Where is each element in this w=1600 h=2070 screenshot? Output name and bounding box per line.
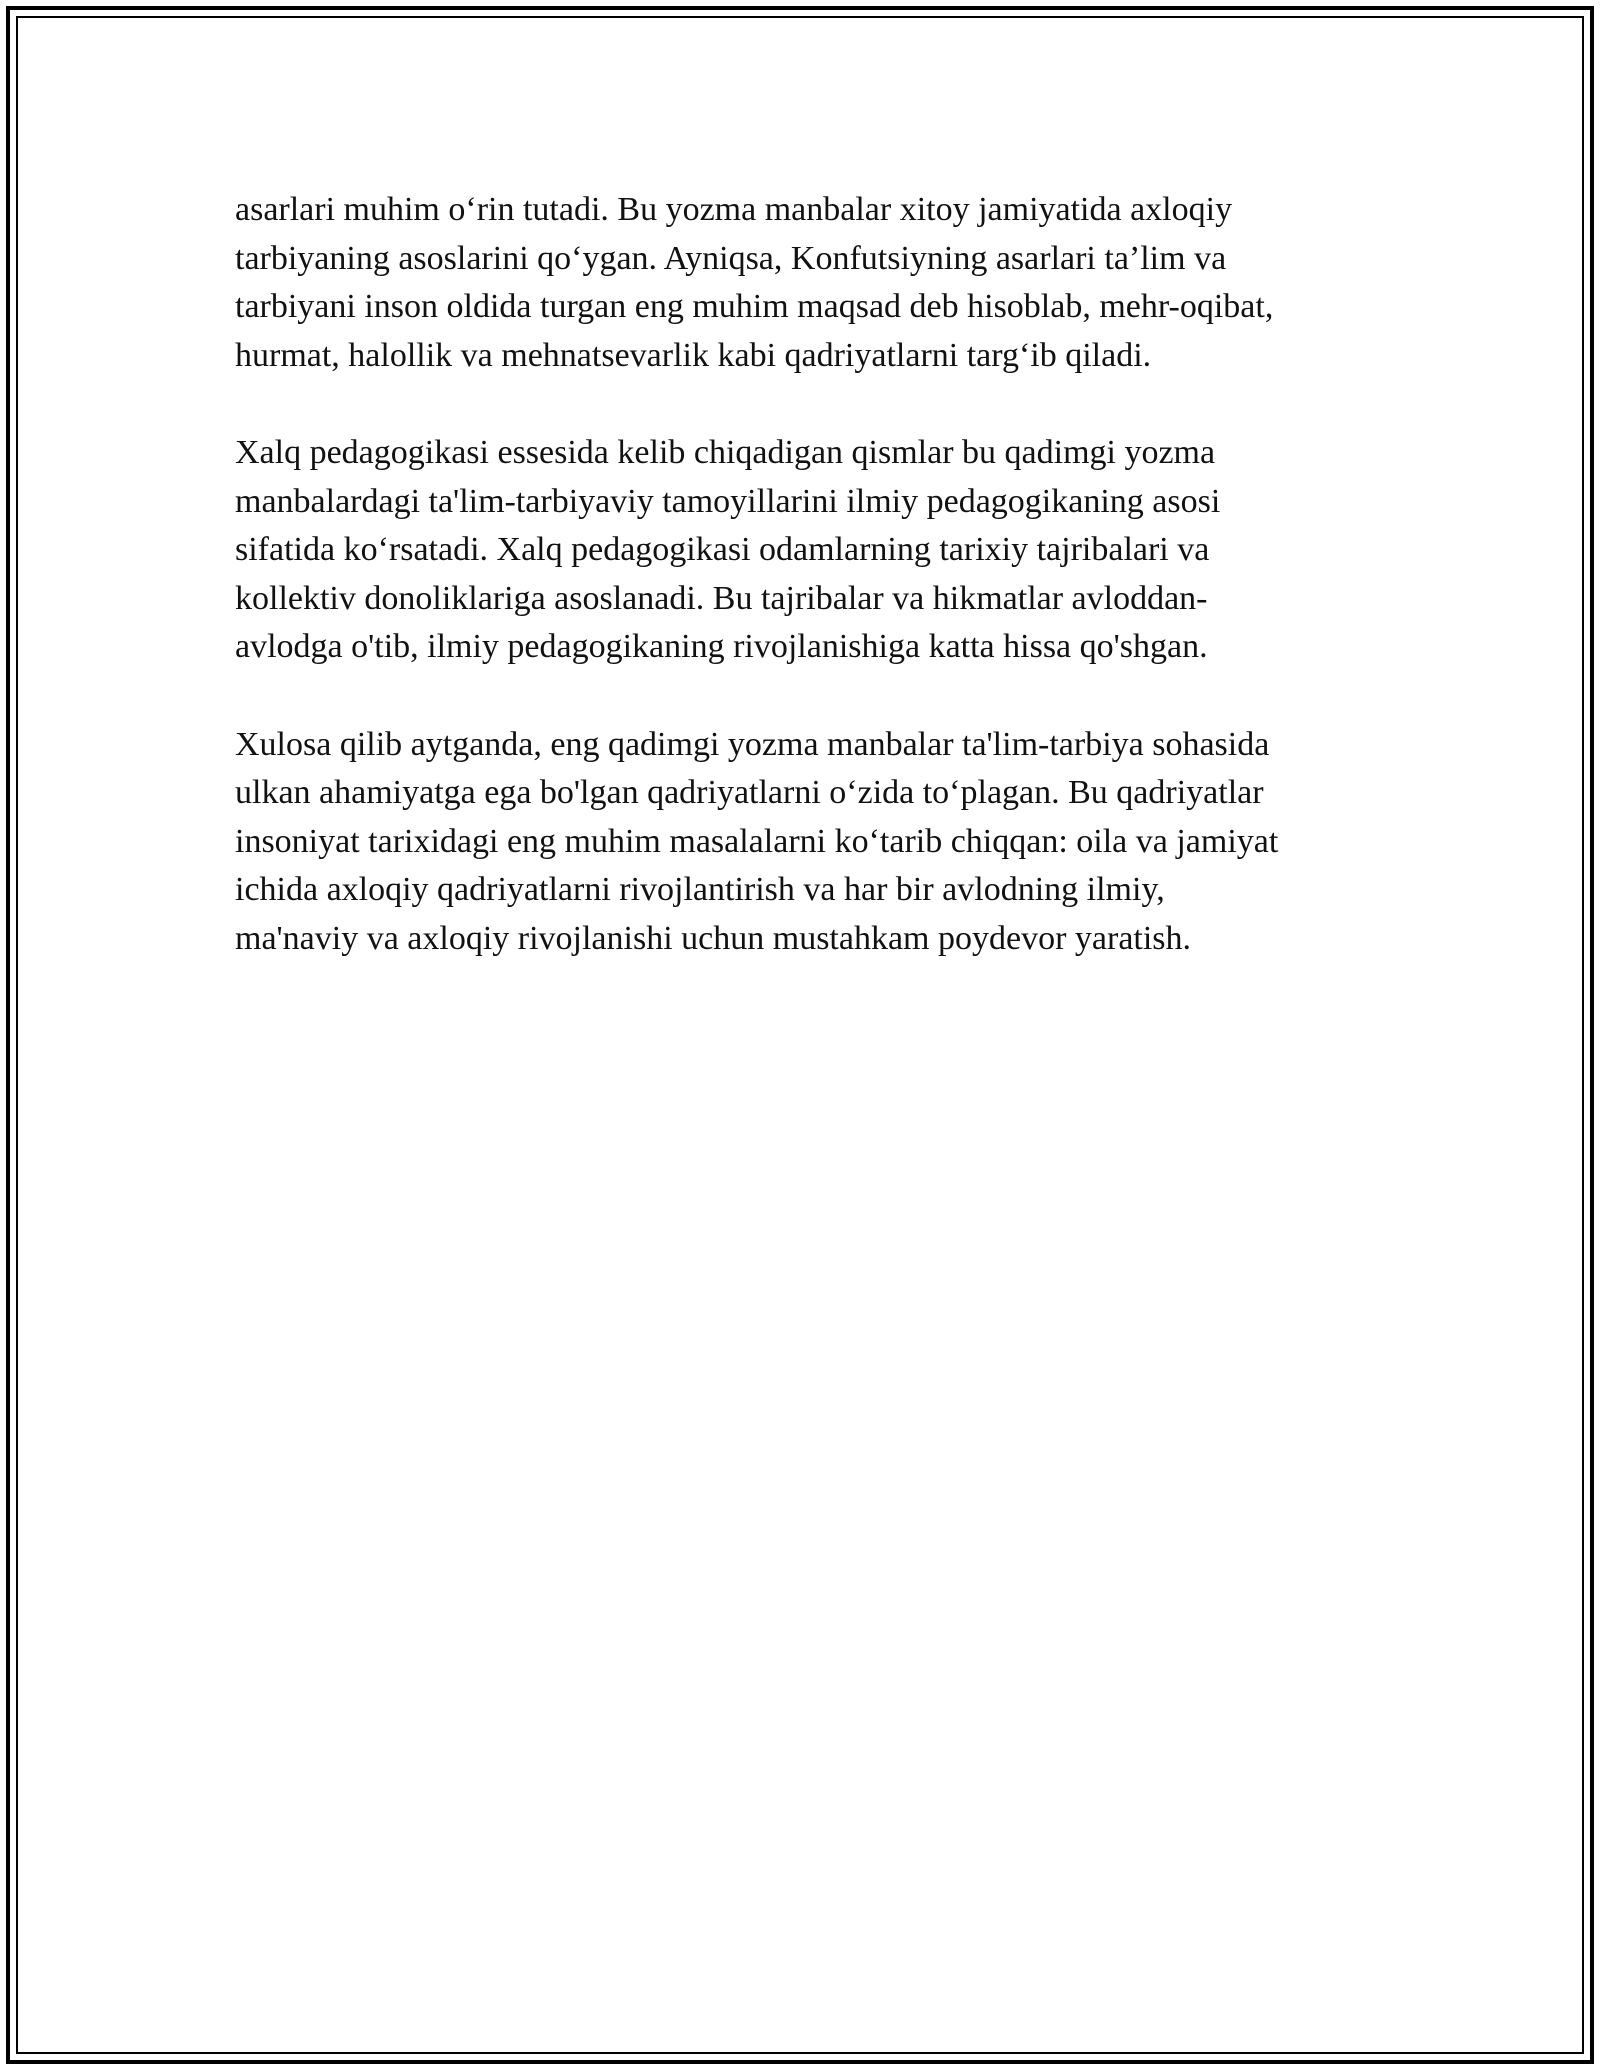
paragraph-line: ichida axloqiy qadriyatlarni rivojlantirish va har bir avlodning ilmiy, <box>235 871 1165 908</box>
paragraph-line: tarbiyani inson oldida turgan eng muhim maqsad deb hisoblab, mehr-oqibat, <box>235 288 1274 325</box>
paragraph-line: ma'naviy va axloqiy rivojlanishi uchun mustahkam poydevor yaratish. <box>235 919 1192 957</box>
paragraph-line: tarbiyaning asoslarini qo‘ygan. Ayniqsa, Konfutsiyning asarlari ta’lim va <box>235 239 1227 277</box>
document-body <box>235 186 1415 1012</box>
paragraph-line: Xulosa qilib aytganda, eng qadimgi yozma manbalar ta'lim-tarbiya sohasida <box>235 725 1270 763</box>
paragraph-line: avlodga o'tib, ilmiy pedagogikaning rivojlanishiga katta hissa qo'shgan. <box>235 628 1208 665</box>
paragraph-line: insoniyat tarixidagi eng muhim masalalarni ko‘tarib chiqqan: oila va jamiyat <box>235 822 1279 860</box>
paragraph-line: hurmat, halollik va mehnatsevarlik kabi qadriyatlarni targ‘ib qiladi. <box>235 336 1152 374</box>
paragraph-line: manbalardagi ta'lim-tarbiyaviy tamoyillarini ilmiy pedagogikaning asosi <box>235 482 1221 520</box>
paragraph-2 <box>235 429 1415 672</box>
paragraph-line: Xalq pedagogikasi essesida kelib chiqadigan qismlar bu qadimgi yozma <box>235 434 1216 471</box>
paragraph-line: sifatida ko‘rsatadi. Xalq pedagogikasi odamlarning tarixiy tajribalari va <box>235 531 1210 568</box>
paragraph-3 <box>235 721 1415 964</box>
paragraph-line: ulkan ahamiyatga ega bo'lgan qadriyatlarni o‘zida to‘plagan. Bu qadriyatlar <box>235 774 1264 811</box>
paragraph-line: asarlari muhim o‘rin tutadi. Bu yozma manbalar xitoy jamiyatida axloqiy <box>235 191 1233 228</box>
paragraph-1 <box>235 186 1415 380</box>
paragraph-line: kollektiv donoliklariga asoslanadi. Bu tajribalar va hikmatlar avloddan- <box>235 579 1208 617</box>
